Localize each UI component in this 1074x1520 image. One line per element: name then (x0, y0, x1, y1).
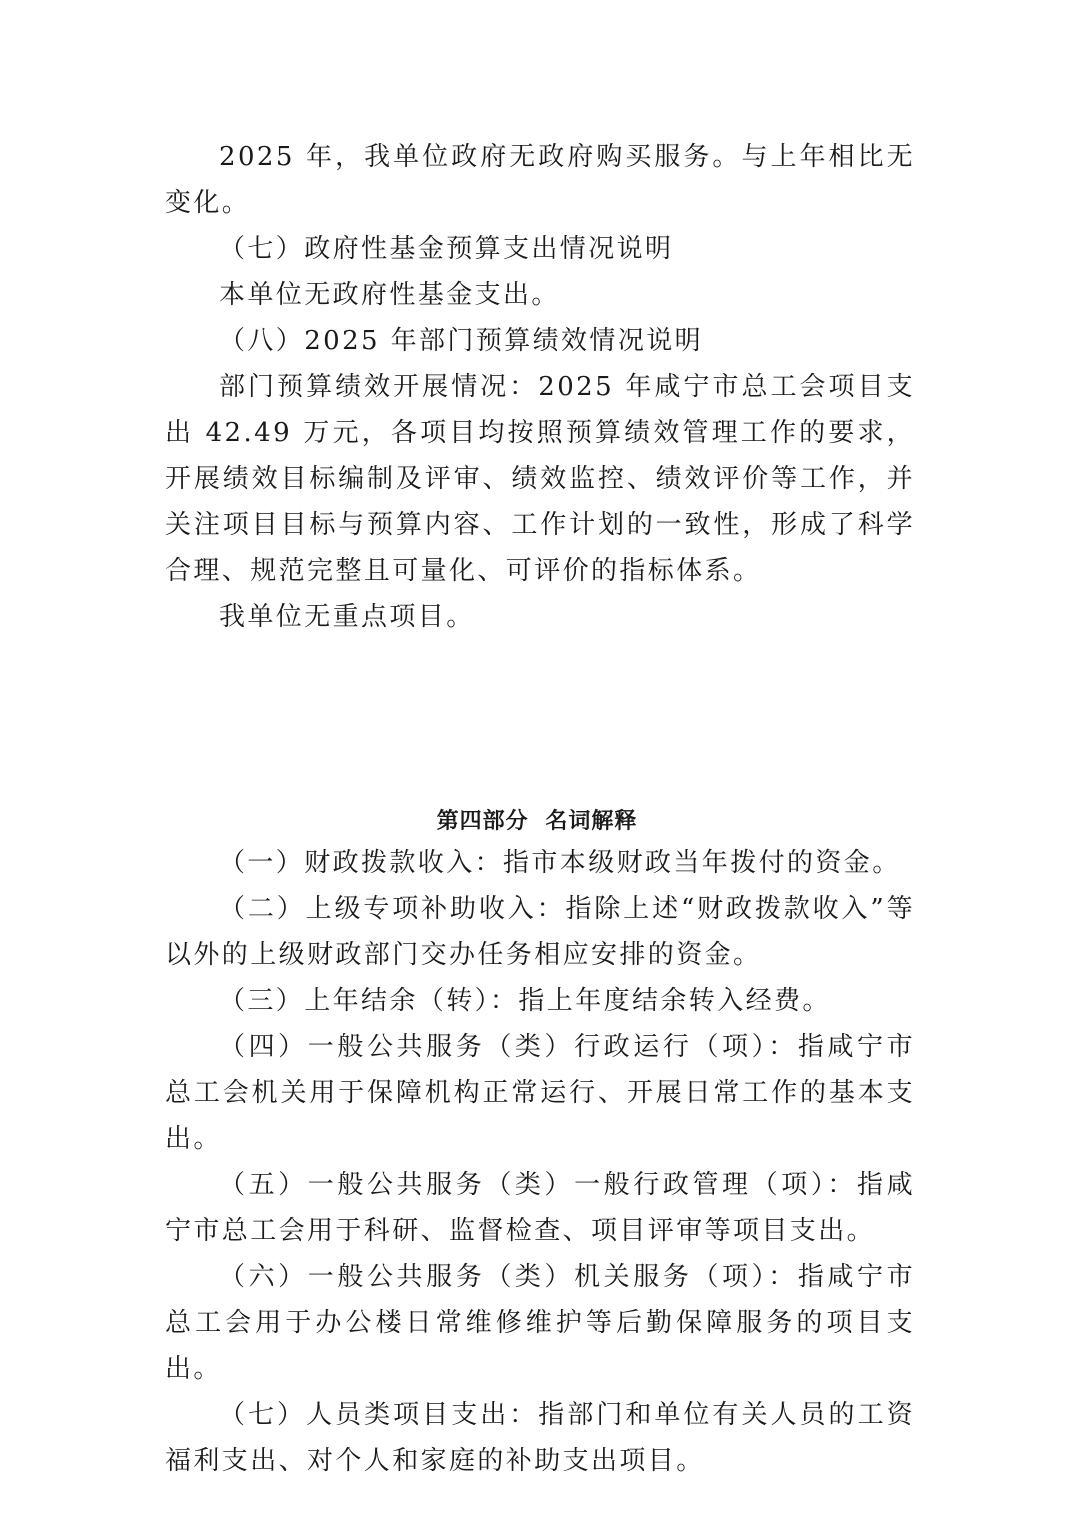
budget-notes-section (165, 134, 915, 640)
glossary-item: （二）上级专项补助收入：指除上述“财政拨款收入”等以外的上级财政部门交办任务相应安排的资金。 (165, 894, 915, 970)
glossary-item: （七）人员类项目支出：指部门和单位有关人员的工资福利支出、对个人和家庭的补助支出项目。 (165, 1400, 915, 1476)
glossary-item: （三）上年结余（转）：指上年度结余转入经费。 (219, 986, 831, 1016)
glossary-item: （五）一般公共服务（类）一般行政管理（项）：指咸宁市总工会用于科研、监督检查、项目评审等项目支出。 (165, 1170, 915, 1246)
glossary-item: （六）一般公共服务（类）机关服务（项）：指咸宁市总工会用于办公楼日常维修维护等后勤保障服务的项目支出。 (165, 1262, 915, 1384)
paragraph-fund-budget: 本单位无政府性基金支出。 (219, 280, 560, 310)
heading-fund-budget: （七）政府性基金预算支出情况说明 (219, 234, 674, 264)
section-title: 第四部分 名词解释 (436, 809, 638, 834)
paragraph-procurement: 2025 年，我单位政府无政府购买服务。与上年相比无变化。 (165, 142, 915, 218)
paragraph-performance: 部门预算绩效开展情况：2025 年咸宁市总工会项目支出 42.49 万元，各项目均按照预算绩效管理工作的要求，开展绩效目标编制及评审、绩效监控、绩效评价等工作，并关注项目目标与预算内容、工作计划的一致性，形成了科学合理、规范完整且可量化、可评价的指标体系。 (165, 372, 915, 586)
paragraph-key-projects: 我单位无重点项目。 (219, 602, 475, 632)
glossary-item: （一）财政拨款收入：指市本级财政当年拨付的资金。 (219, 848, 901, 878)
glossary-item: （四）一般公共服务（类）行政运行（项）：指咸宁市总工会机关用于保障机构正常运行、开展日常工作的基本支出。 (165, 1032, 915, 1154)
heading-performance: （八）2025 年部门预算绩效情况说明 (219, 326, 704, 356)
glossary-section (165, 840, 915, 1484)
